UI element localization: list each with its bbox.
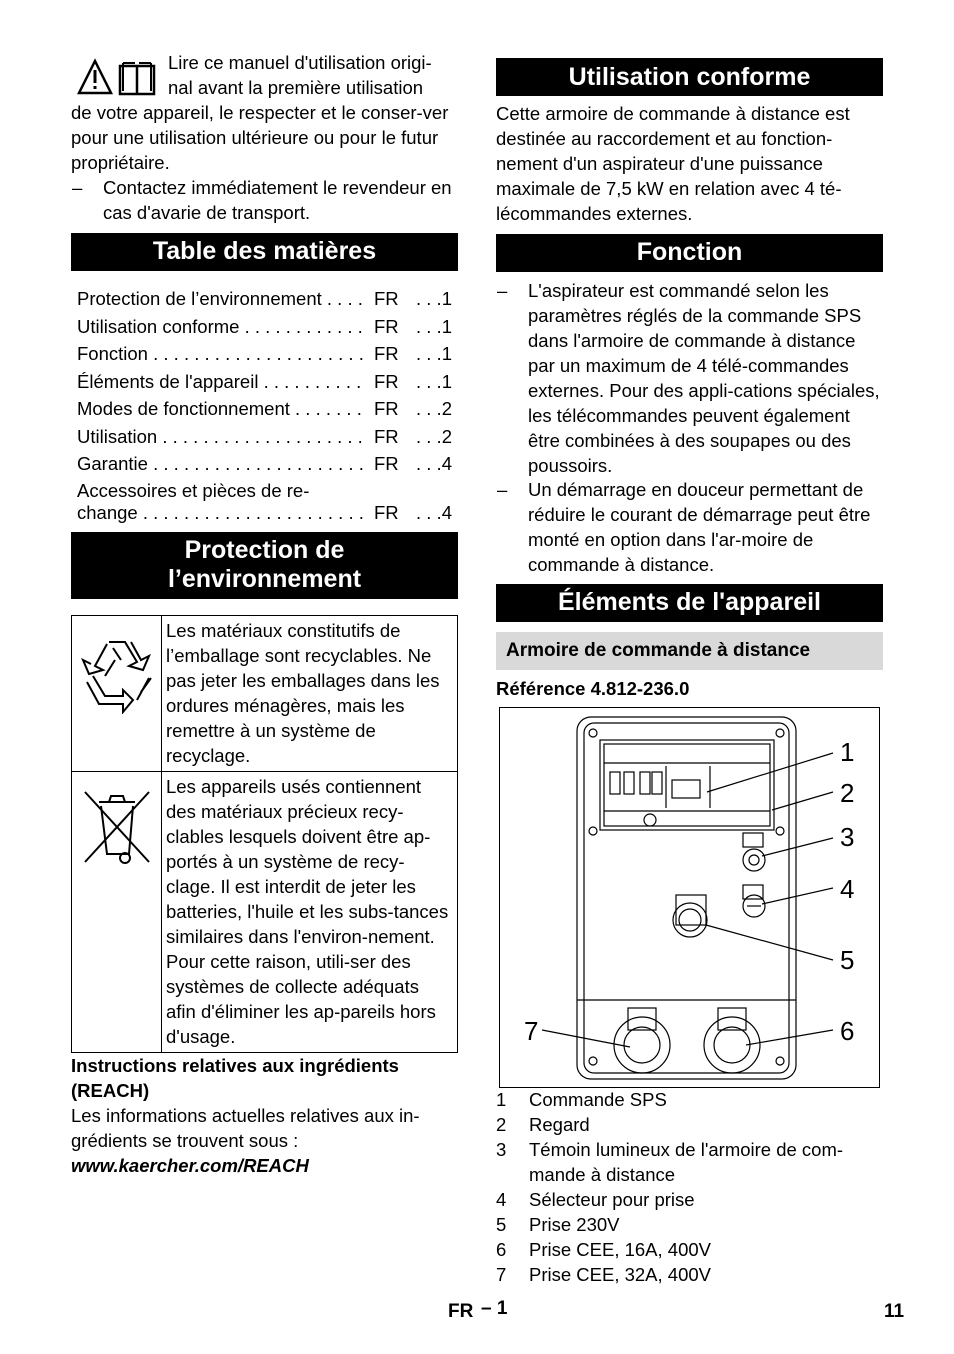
crossed-bin-icon	[72, 771, 162, 1052]
elements-heading: Éléments de l'appareil	[496, 584, 883, 622]
callout-7: 7	[524, 1016, 539, 1046]
legend-item: 4 Sélecteur pour prise	[496, 1189, 695, 1210]
usage-heading: Utilisation conforme	[496, 58, 883, 96]
fonction-bullet-1: – L'aspirateur est commandé selon les paramètres réglés de la commande SPS dans l'armoire de commande à distance par un maximum de 4 télé-commandes externes. Pour des appli-cations spéciales, les télécommandes peuvent également être combinées à des soupapes ou des poussoirs.	[496, 278, 883, 478]
recycle-icon	[72, 615, 162, 771]
footer-lang: FR	[448, 1301, 474, 1322]
intro-text-2: nal avant la première utilisation	[168, 77, 424, 98]
intro-block	[71, 50, 458, 225]
legend-item: 7 Prise CEE, 32A, 400V	[496, 1264, 712, 1285]
electronic-waste-text: Les appareils usés contiennent des matériaux précieux recy-clables lesquels doivent être ap-portés à un système de recy-clage. Il est interdit de jeter les batteries, l'huile et les subs-tances similaires dans l'environ-nement. Pour cette raison, utili-ser des systèmes de collecte adéquats afin d'éliminer les ap-pareils hors d'usage.	[162, 771, 458, 1052]
protection-heading: Protection de l’environnement	[71, 532, 458, 599]
toc-row[interactable]: Garantie . . . FR . . . 4	[77, 450, 452, 478]
footer-section-page: – 1	[481, 1298, 508, 1319]
control-cabinet-figure	[499, 707, 880, 1088]
toc-row[interactable]: Éléments de l'appareil . . . FR . . . 1	[77, 368, 452, 396]
intro-text-1: Lire ce manuel d'utilisation origi-	[168, 52, 432, 73]
reference-number: Référence 4.812-236.0	[496, 678, 690, 699]
legend-item: 2 Regard	[496, 1114, 590, 1135]
intro-text-3: de votre appareil, le respecter et le conser-ver pour une utilisation ultérieure ou pour le futur propriétaire.	[71, 102, 449, 173]
toc-row[interactable]: Modes de fonctionnement . . . FR . . . 2	[77, 395, 452, 423]
warning-manual-icon	[77, 58, 165, 98]
right-column	[496, 50, 883, 701]
reach-title: Instructions relatives aux ingrédients (REACH)	[71, 1054, 399, 1101]
figure-legend	[496, 1087, 883, 1287]
fonction-bullet-2: – Un démarrage en douceur permettant de réduire le courant de démarrage peut être monté en option dans l'ar-moire de commande à distance.	[496, 477, 883, 577]
toc-row[interactable]: Protection de l’environnement . . . FR . . . 1	[77, 285, 452, 313]
callout-3: 3	[840, 822, 855, 852]
toc-row[interactable]: Utilisation . . . FR . . . 2	[77, 423, 452, 451]
legend-item: 1 Commande SPS	[496, 1089, 667, 1110]
callout-5: 5	[840, 945, 855, 975]
callout-2: 2	[840, 778, 855, 808]
toc-row-accessoires[interactable]: Accessoires et pièces de re- change . . . FR . . . 4	[77, 478, 452, 524]
toc-heading: Table des matières	[71, 233, 458, 271]
usage-text: Cette armoire de commande à distance est destinée au raccordement et au fonction-nement d'un aspirateur d'une puissance maximale de 7,5 kW en relation avec 4 té-lécommandes externes.	[496, 103, 850, 224]
toc-list	[71, 285, 458, 524]
left-column	[71, 50, 458, 1178]
legend-item: 5 Prise 230V	[496, 1214, 620, 1235]
environment-table	[71, 615, 458, 1053]
legend-item: 6 Prise CEE, 16A, 400V	[496, 1239, 712, 1260]
footer-page-number: 11	[884, 1301, 905, 1322]
toc-row[interactable]: Utilisation conforme . . . FR . . . 1	[77, 313, 452, 341]
callout-1: 1	[840, 737, 855, 767]
legend-item: 3 Témoin lumineux de l'armoire de com-mande à distance	[496, 1139, 844, 1185]
toc-row[interactable]: Fonction . . . FR . . . 1	[77, 340, 452, 368]
reach-text: Les informations actuelles relatives aux in-grédients se trouvent sous :	[71, 1104, 420, 1151]
callout-4: 4	[840, 874, 855, 904]
cabinet-drawing	[500, 708, 881, 1089]
packaging-recycling-text: Les matériaux constitutifs de l’emballage sont recyclables. Ne pas jeter les emballages dans les ordures ménagères, mais les remettre à un système de recyclage.	[162, 615, 458, 771]
intro-bullet: – Contactez immédiatement le revendeur en cas d'avarie de transport.	[71, 175, 458, 225]
callout-6: 6	[840, 1016, 855, 1046]
reach-link[interactable]: www.kaercher.com/REACH	[71, 1154, 309, 1176]
fonction-heading: Fonction	[496, 234, 883, 272]
elements-subheading: Armoire de commande à distance	[496, 632, 883, 670]
